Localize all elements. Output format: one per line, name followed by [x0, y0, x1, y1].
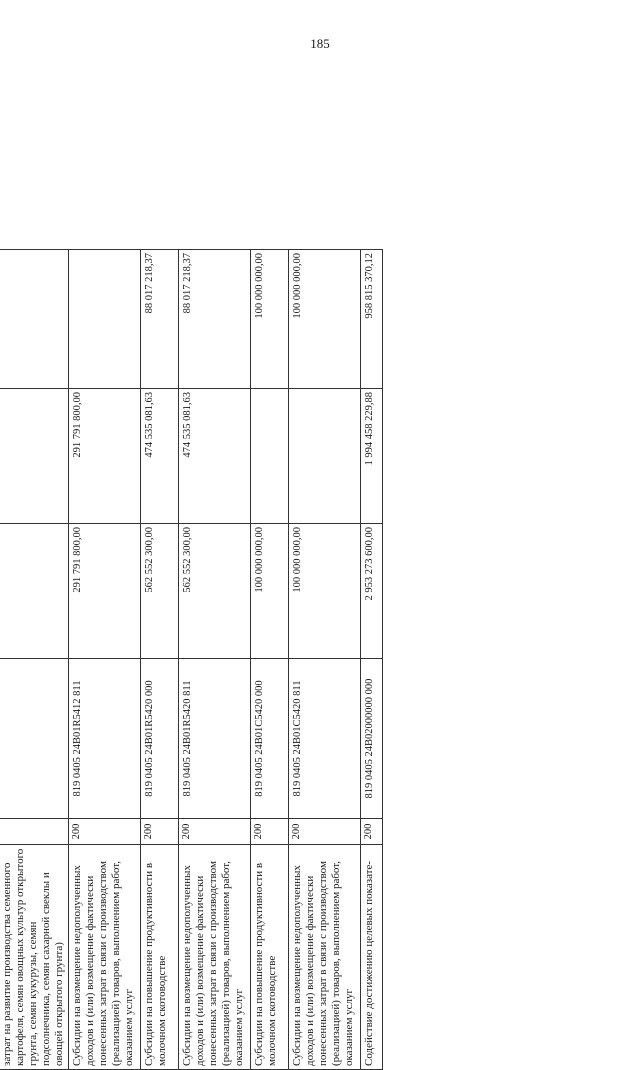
- row-kvr: [0, 819, 68, 845]
- rotated-table-container: [0, 250, 375, 1070]
- table-row: [0, 250, 68, 1070]
- row-col5: [250, 389, 288, 524]
- table-row: [250, 250, 288, 1070]
- row-kvr: 200: [288, 819, 360, 845]
- table-row: [178, 250, 250, 1070]
- row-name: Содействие достижению целевых показате-: [360, 845, 382, 1070]
- row-col6: 100 000 000,00: [250, 250, 288, 389]
- row-col5: [0, 389, 68, 524]
- row-col5: 291 791 800,00: [68, 389, 140, 524]
- row-col6: 88 017 218,37: [140, 250, 178, 389]
- row-col5: 474 535 081,63: [178, 389, 250, 524]
- row-kvr: 200: [140, 819, 178, 845]
- row-col4: 100 000 000,00: [250, 524, 288, 659]
- row-name: Субсидии на возмещение недополученных доходов и (или) возмещение фактически понесенных затрат в связи с производством (реализацией) товаров, выполнением работ, оказанием услуг: [178, 845, 250, 1070]
- row-col6: [0, 250, 68, 389]
- row-col4: 100 000 000,00: [288, 524, 360, 659]
- row-kvr: 200: [178, 819, 250, 845]
- table-row: [360, 250, 382, 1070]
- row-col6: 958 815 370,12: [360, 250, 382, 389]
- row-kvr: 200: [360, 819, 382, 845]
- row-code: 819 0405 24В01С5420 811: [288, 659, 360, 819]
- page-number: 185: [310, 36, 330, 51]
- table-row: [288, 250, 360, 1070]
- budget-table: [0, 249, 383, 1070]
- row-kvr: 200: [250, 819, 288, 845]
- row-col6: 88 017 218,37: [178, 250, 250, 389]
- row-col4: 2 953 273 600,00: [360, 524, 382, 659]
- row-col5: [288, 389, 360, 524]
- row-kvr: 200: [68, 819, 140, 845]
- row-name: Субсидии на повышение продуктивности в молочном скотоводстве: [140, 845, 178, 1070]
- row-name: Субсидии на возмещение недополученных доходов и (или) возмещение фактически понесенных затрат в связи с производством (реализацией) товаров, выполнением работ, оказанием услуг: [68, 845, 140, 1070]
- table-row: [68, 250, 140, 1070]
- row-code: [0, 659, 68, 819]
- row-name: Субсидии на повышение продуктивности в молочном скотоводстве: [250, 845, 288, 1070]
- row-code: 819 0405 24В01С5420 000: [250, 659, 288, 819]
- row-col5: 474 535 081,63: [140, 389, 178, 524]
- row-name: Субсидии на возмещение недополученных доходов и (или) возмещение фактически понесенных затрат в связи с производством (реализацией) товаров, выполнением работ, оказанием услуг: [288, 845, 360, 1070]
- row-col6: 100 000 000,00: [288, 250, 360, 389]
- row-col4: 562 552 300,00: [178, 524, 250, 659]
- row-col4: 562 552 300,00: [140, 524, 178, 659]
- row-code: 819 0405 24В01R5420 811: [178, 659, 250, 819]
- row-col5: 1 994 458 229,88: [360, 389, 382, 524]
- row-col4: [0, 524, 68, 659]
- row-col4: 291 791 800,00: [68, 524, 140, 659]
- row-code: 819 0405 24В01R5420 000: [140, 659, 178, 819]
- table-row: [140, 250, 178, 1070]
- row-col6: [68, 250, 140, 389]
- row-name: затрат на развитие производства семенного картофеля, семян овощных культур открытого грунта, семян кукурузы, семян подсолнечника, семян сахарной свеклы и овощей открытого грунта): [0, 845, 68, 1070]
- row-code: 819 0405 24В01R5412 811: [68, 659, 140, 819]
- row-code: 819 0405 24В02000000 000: [360, 659, 382, 819]
